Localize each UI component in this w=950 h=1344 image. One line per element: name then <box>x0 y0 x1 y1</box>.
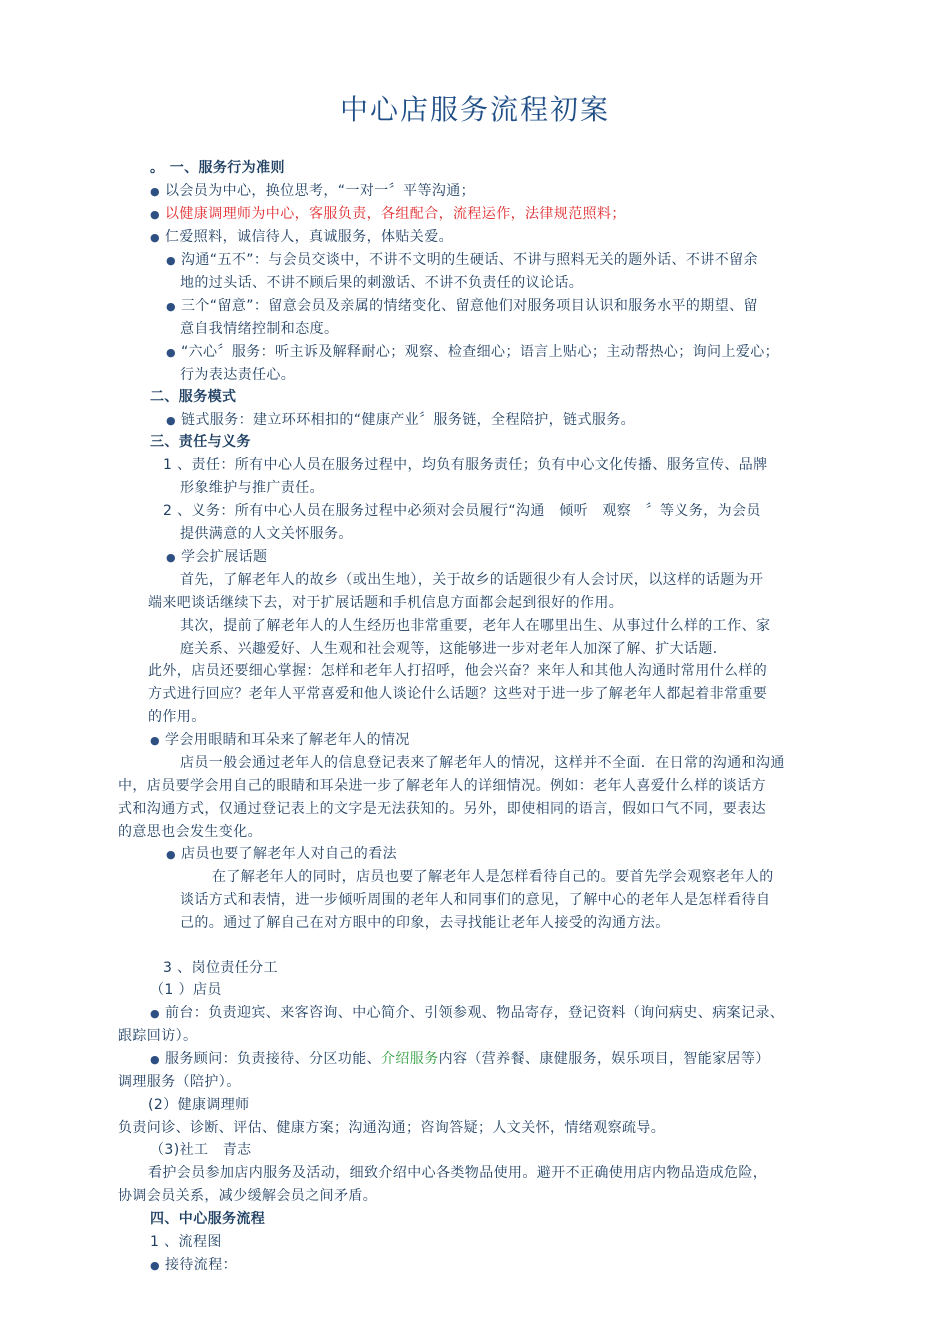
paragraph-line: 中，店员要学会用自己的眼睛和耳朵进一步了解老年人的详细情况。例如：老年人喜爱什么样的谈话方 <box>118 778 766 794</box>
paragraph-line: 地的过头话、不讲不顾后果的刺激话、不讲不负责任的议论话。 <box>180 275 584 291</box>
page-title: 中心店服务流程初案 <box>339 93 610 126</box>
item-text: 前台：负责迎宾、来客咨询、中心简介、引领参观、物品寄存，登记资料（询问病史、病案记录、 <box>165 1005 785 1021</box>
paragraph-line: 1 、责任：所有中心人员在服务过程中，均负有服务责任；负有中心文化传播、服务宣传、品牌 <box>163 457 768 473</box>
bullet-icon: ● <box>150 208 160 221</box>
paragraph-line: 负责问诊、诊断、评估、健康方案；沟通沟通；咨询答疑；人文关怀，情绪观察疏导。 <box>118 1120 666 1136</box>
paragraph-line: 意自我情绪控制和态度。 <box>180 321 339 337</box>
subsection-heading: 1 、流程图 <box>150 1234 222 1250</box>
item-text: 服务顾问：负责接待、分区功能、 <box>165 1051 381 1067</box>
list-item <box>150 1049 770 1070</box>
item-text: 链式服务：建立环环相扣的“健康产业〞服务链，全程陪护，链式服务。 <box>181 412 636 428</box>
bullet-icon: ● <box>150 734 160 747</box>
item-text: 以会员为中心，换位思考，“一对一〞平等沟通； <box>165 183 476 199</box>
item-text: 学会用眼睛和耳朵来了解老年人的情况 <box>165 732 410 748</box>
list-item <box>166 296 758 317</box>
item-text: 学会扩展话题 <box>181 549 268 565</box>
paragraph-line: 方式进行回应？老年人平常喜爱和他人谈论什么话题？这些对于进一步了解老年人都起着非常重要 <box>148 686 768 702</box>
section-1-heading <box>150 158 285 178</box>
list-item <box>166 410 635 431</box>
paragraph-line: 跟踪回访）。 <box>118 1028 198 1044</box>
paragraph-line: 的意思也会发生变化。 <box>118 824 262 840</box>
item-text: 仁爱照料，诚信待人，真诚服务，体贴关爱。 <box>165 229 453 245</box>
highlight-text: 介绍服务 <box>381 1051 439 1067</box>
bullet-icon: ● <box>150 1007 160 1020</box>
item-text: 三个“留意”：留意会员及亲属的情绪变化、留意他们对服务项目认识和服务水平的期望、留 <box>181 298 758 314</box>
paragraph-line: 庭关系、兴趣爱好、人生观和社会观等，这能够进一步对老年人加深了解、扩大话题． <box>180 641 728 657</box>
marker: 。 <box>150 160 165 176</box>
paragraph-line: 看护会员参加店内服务及活动，细致介绍中心各类物品使用。避开不正确使用店内物品造成危险， <box>148 1165 768 1181</box>
paragraph-line: 己的。通过了解自己在对方眼中的印象，去寻找能让老年人接受的沟通方法。 <box>180 915 670 931</box>
subsection-heading: (2）健康调理师 <box>148 1097 250 1113</box>
item-text: 内容（营养餐、康健服务，娱乐项目，智能家居等） <box>438 1051 770 1067</box>
heading-text: 一、服务行为准则 <box>169 160 285 176</box>
item-text: 沟通“五不”：与会员交谈中，不讲不文明的生硬话、不讲与照料无关的题外话、不讲不留余 <box>181 252 758 268</box>
section-2-heading: 二、服务模式 <box>150 389 237 405</box>
item-text: 接待流程： <box>165 1257 237 1273</box>
list-item <box>150 1255 237 1276</box>
paragraph-line: 式和沟通方式，仅通过登记表上的文字是无法获知的。另外，即使相同的语言，假如口气不同，要表达 <box>118 801 766 817</box>
paragraph-line: 在了解老年人的同时，店员也要了解老年人是怎样看待自己的。要首先学会观察老年人的 <box>212 869 774 885</box>
paragraph-line: 2 、义务：所有中心人员在服务过程中必须对会员履行“沟通 倾听 观察 〞等义务，为会员 <box>163 503 761 519</box>
list-item <box>150 730 410 751</box>
bullet-icon: ● <box>150 185 160 198</box>
bullet-icon: ● <box>150 231 160 244</box>
bullet-icon: ● <box>166 346 176 359</box>
bullet-icon: ● <box>150 1053 160 1066</box>
subsection-heading: （1 ）店员 <box>150 982 222 998</box>
bullet-icon: ● <box>166 848 176 861</box>
paragraph-line: 此外，店员还要细心掌握：怎样和老年人打招呼，他会兴奋？来年人和其他人沟通时常用什么样的 <box>148 663 768 679</box>
section-4-heading: 四、中心服务流程 <box>150 1211 266 1227</box>
bullet-icon: ● <box>150 1259 160 1272</box>
bullet-icon: ● <box>166 300 176 313</box>
paragraph-line: 提供满意的人文关怀服务。 <box>180 526 353 542</box>
paragraph-line: 首先，了解老年人的故乡（或出生地），关于故乡的话题很少有人会讨厌，以这样的话题为开 <box>180 572 764 588</box>
list-item <box>150 181 475 202</box>
list-item <box>166 250 758 271</box>
item-text: 以健康调理师为中心，客服负责，各组配合，流程运作，法律规范照料； <box>165 206 626 222</box>
paragraph-line: 形象维护与推广责任。 <box>180 480 324 496</box>
paragraph-line: 店员一般会通过老年人的信息登记表来了解老年人的情况，这样并不全面．在日常的沟通和沟通 <box>180 755 785 771</box>
list-item <box>166 342 779 363</box>
list-item <box>150 1003 784 1024</box>
bullet-icon: ● <box>166 551 176 564</box>
paragraph-line: 谈话方式和表情，进一步倾听周围的老年人和同事们的意见，了解中心的老年人是怎样看待自 <box>180 892 771 908</box>
list-item <box>150 227 453 248</box>
paragraph-line: 的作用。 <box>148 709 206 725</box>
paragraph-line: 端来吧谈话继续下去，对于扩展话题和手机信息方面都会起到很好的作用。 <box>148 595 624 611</box>
paragraph-line: 行为表达责任心。 <box>180 367 296 383</box>
subsection-heading: 3 、岗位责任分工 <box>163 960 278 976</box>
paragraph-line: 协调会员关系，减少缓解会员之间矛盾。 <box>118 1188 378 1204</box>
item-text: 店员也要了解老年人对自己的看法 <box>181 846 397 862</box>
bullet-icon: ● <box>166 254 176 267</box>
subsection-heading: （3)社工 青志 <box>150 1142 252 1158</box>
list-item <box>166 547 267 568</box>
list-item <box>166 844 397 865</box>
item-text: “六心〞服务：听主诉及解释耐心；观察、检查细心；语言上贴心；主动帮热心；询问上爱心； <box>181 344 780 360</box>
paragraph-line: 调理服务（陪护）。 <box>118 1074 241 1090</box>
section-3-heading: 三、责任与义务 <box>150 434 251 450</box>
list-item <box>150 204 626 225</box>
paragraph-line: 其次，提前了解老年人的人生经历也非常重要，老年人在哪里出生、从事过什么样的工作、家 <box>180 618 771 634</box>
bullet-icon: ● <box>166 414 176 427</box>
